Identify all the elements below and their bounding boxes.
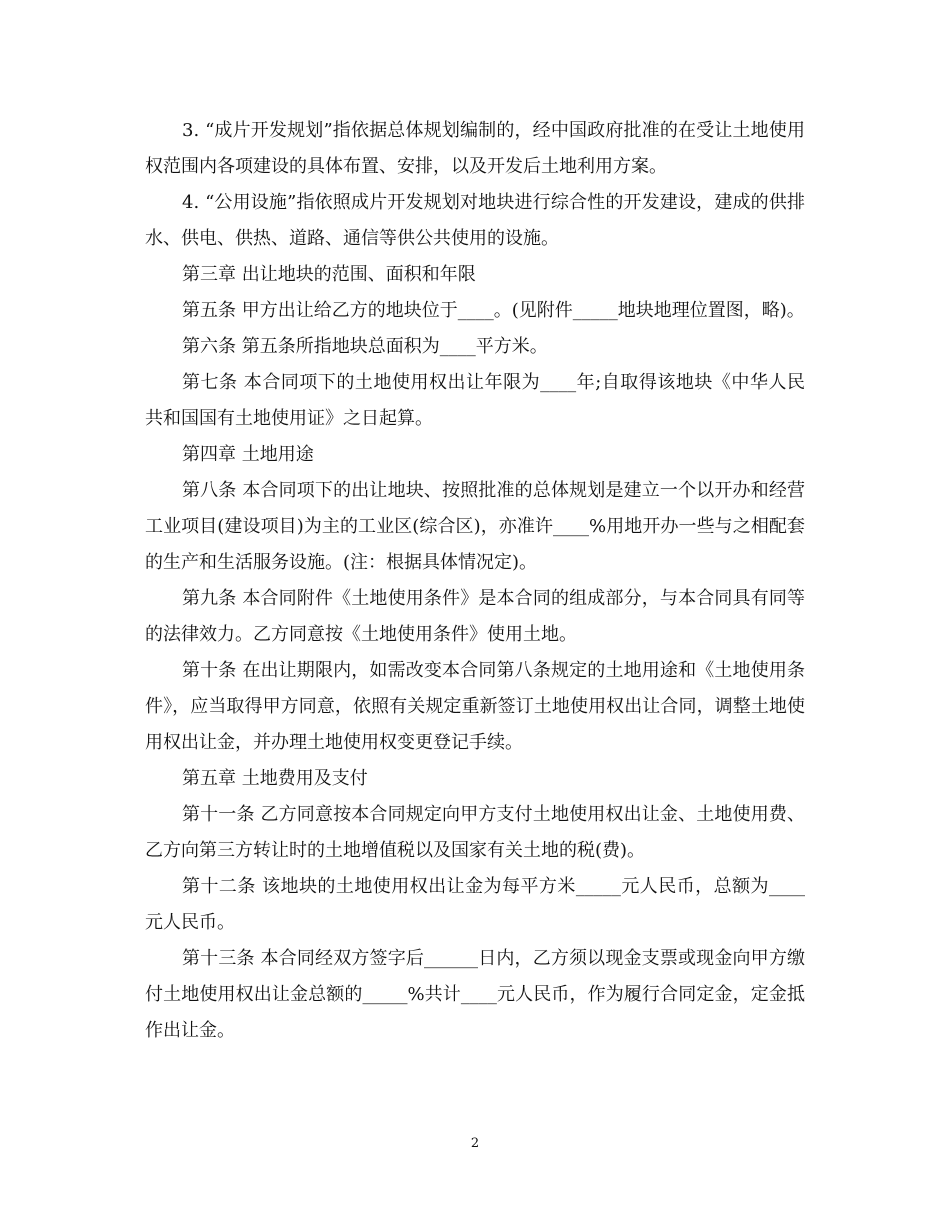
article-11: 第十一条 乙方同意按本合同规定向甲方支付土地使用权出让金、土地使用费、乙方向第三方转让时的土地增值税以及国家有关土地的税(费)。	[145, 804, 805, 861]
chapter-heading-3: 第三章 出让地块的范围、面积和年限	[182, 264, 476, 285]
article-7: 第七条 本合同项下的土地使用权出让年限为____年;自取得该地块《中华人民共和国国有土地使用证》之日起算。	[145, 372, 805, 429]
article-8: 第八条 本合同项下的出让地块、按照批准的总体规划是建立一个以开办和经营工业项目(建设项目)为主的工业区(综合区)，亦准许____%用地开办一些与之相配套的生产和生活服务设施。(注：根据具体情况定)。	[145, 480, 805, 573]
page-number: 2	[470, 1136, 480, 1151]
article-12: 第十二条 该地块的土地使用权出让金为每平方米_____元人民币，总额为____元人民币。	[145, 876, 805, 933]
article-10: 第十条 在出让期限内，如需改变本合同第八条规定的土地用途和《土地使用条件》，应当取得甲方同意，依照有关规定重新签订土地使用权出让合同，调整土地使用权出让金，并办理土地使用权变更登记手续。	[145, 660, 805, 753]
paragraph-clause-4: 4. “公用设施”指依照成片开发规划对地块进行综合性的开发建设，建成的供排水、供电、供热、道路、通信等供公共使用的设施。	[145, 192, 805, 249]
article-5: 第五条 甲方出让给乙方的地块位于____。(见附件_____地块地理位置图，略)。	[182, 300, 805, 321]
article-9: 第九条 本合同附件《土地使用条件》是本合同的组成部分，与本合同具有同等的法律效力。乙方同意按《土地使用条件》使用土地。	[145, 588, 805, 645]
chapter-heading-5: 第五章 土地费用及支付	[182, 768, 368, 789]
paragraph-clause-3: 3. “成片开发规划”指依据总体规划编制的，经中国政府批准的在受让土地使用权范围内各项建设的具体布置、安排，以及开发后土地利用方案。	[145, 120, 805, 177]
article-13: 第十三条 本合同经双方签字后______日内，乙方须以现金支票或现金向甲方缴付土地使用权出让金总额的_____%共计____元人民币，作为履行合同定金，定金抵作出让金。	[145, 948, 805, 1041]
document-body	[145, 113, 805, 1049]
article-6: 第六条 第五条所指地块总面积为____平方米。	[182, 336, 548, 357]
chapter-heading-4: 第四章 土地用途	[182, 444, 314, 465]
